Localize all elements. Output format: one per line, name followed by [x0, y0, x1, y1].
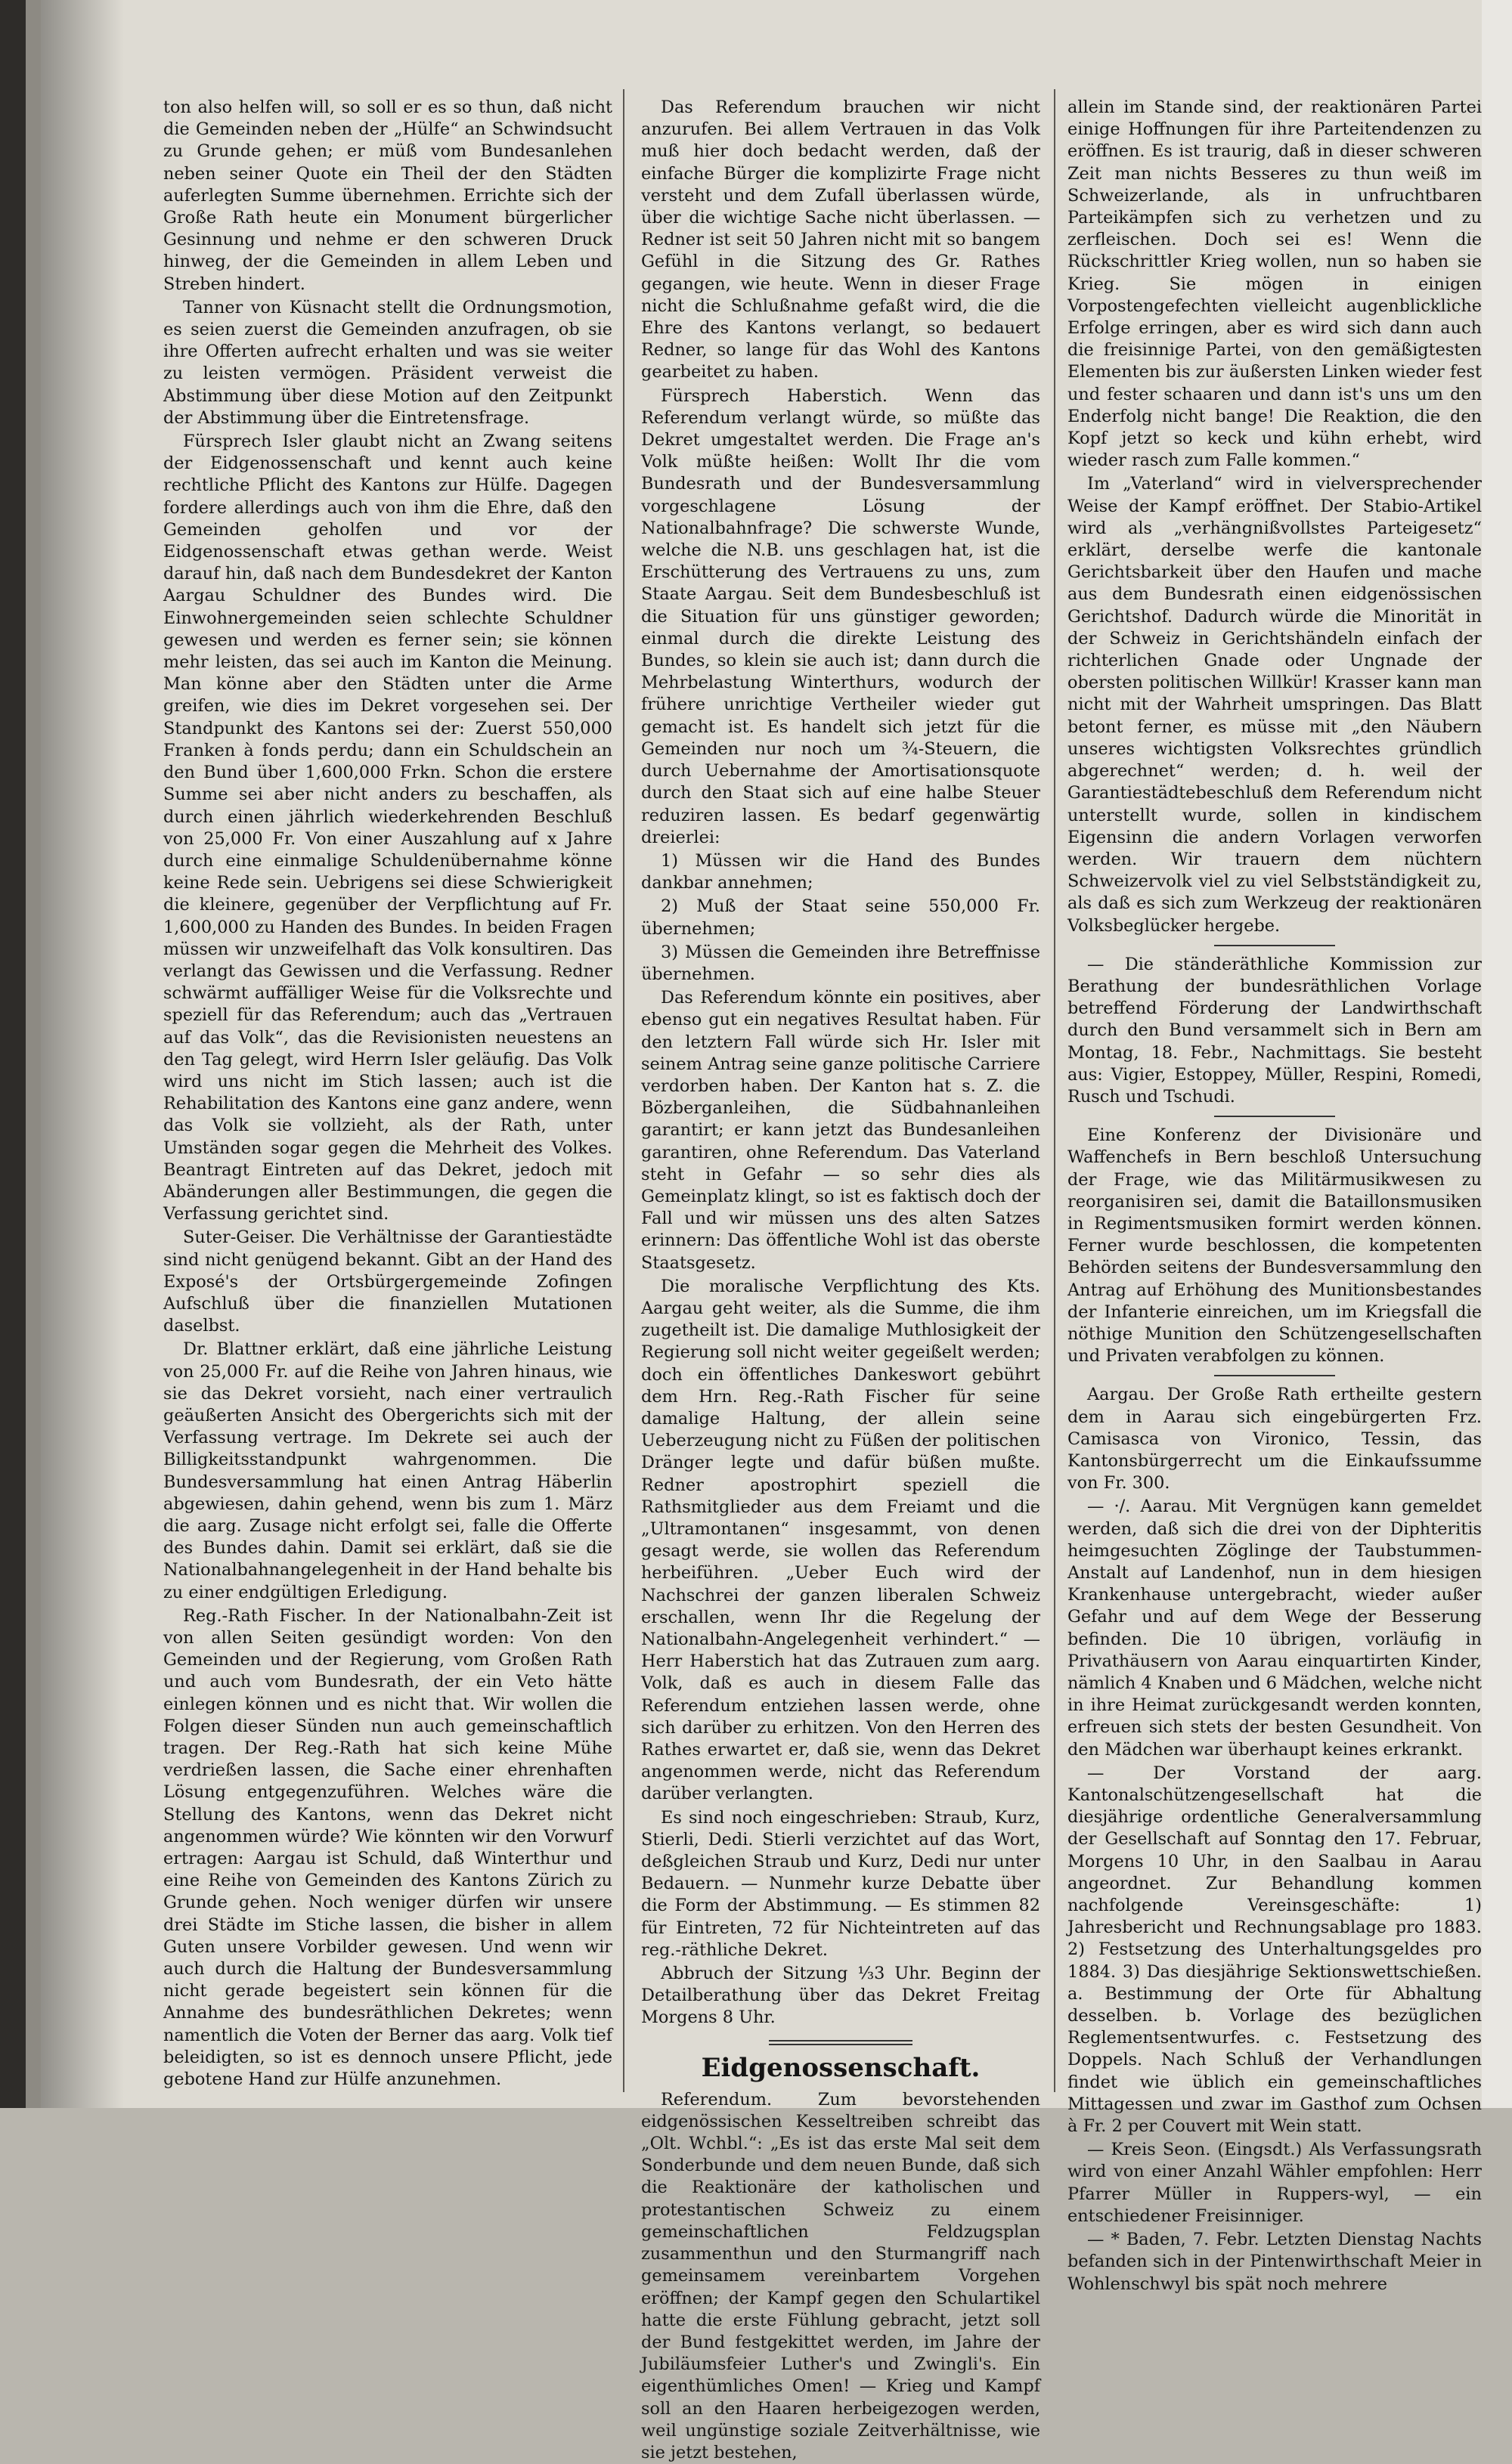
article-paragraph: Dr. Blattner erklärt, daß eine jährliche Leistung von 25,000 Fr. auf die Reihe von Jahren hinaus, wie sie das Dekret vorsieht, nach einer vertraulich geäußerten Ansicht des Obergerichts sich mit der Verfassung vertrage. Im Dekrete sei auch der Billigkeitsstandpunkt wahrgenommen. Die Bundesversammlung hat einen Antrag Häberlin abgewiesen, dahin gehend, wenn bis zum 1. März die aarg. Zusage nicht erfolgt sei, falle die Offerte des Bundes dahin. Damit sei erklärt, daß sie die Nationalbahnangelegenheit in der Hand behalte bis zu einer endgültigen Erledigung.	[163, 1339, 612, 1602]
article-paragraph: — ·/. Aarau. Mit Vergnügen kann gemeldet werden, daß sich die drei von der Diphteritis heimgesuchten Zöglinge der Taubstummen-Anstalt auf Landenhof, nun in dem hiesigen Krankenhause untergebracht, wieder außer Gefahr und auf dem Wege der Besserung befinden. Die 10 übrigen, vorläufig in Privathäusern von Aarau einquartirten Kinder, nämlich 4 Knaben und 6 Mädchen, welche nicht in ihre Heimat zurückgesandt werden konnten, erfreuen sich stets der besten Gesundheit. Von den Mädchen war überhaupt keines erkrankt.	[1067, 1497, 1482, 1760]
article-paragraph: Suter-Geiser. Die Verhältnisse der Garantiestädte sind nicht genügend bekannt. Gibt an der Hand des Exposé's der Ortsbürgergemeinde Zofingen Aufschluß über die finanziellen Mutationen daselbst.	[163, 1227, 612, 1336]
scan-edge-shadow	[26, 0, 41, 2108]
article-paragraph: 1) Müssen wir die Hand des Bundes dankbar annehmen;	[641, 850, 1040, 893]
article-paragraph: Tanner von Küsnacht stellt die Ordnungsmotion, es seien zuerst die Gemeinden anzufragen, ob sie ihre Offerten aufrecht erhalten und was sie weiter zu leisten vermögen. Präsident verweist die Abstimmung über diese Motion auf den Zeitpunkt der Abstimmung über die Eintretensfrage.	[163, 297, 612, 428]
article-paragraph: Eine Konferenz der Divisionäre und Waffenchefs in Bern beschloß Untersuchung der Frage, wie das Militärmusikwesen zu reorganisiren sei, damit die Bataillonsmusiken in Regimentsmusiken formirt werden können. Ferner wurde beschlossen, die kompetenten Behörden seitens der Bundesversammlung den Antrag auf Erhöhung des Munitionsbestandes der Infanterie einreichen, um im Kriegsfall die nöthige Munition den Schützengesellschaften und Privaten verabfolgen zu können.	[1067, 1125, 1482, 1367]
article-paragraph: — Die ständeräthliche Kommission zur Berathung der bundesräthlichen Vorlage betreffend Förderung der Landwirthschaft durch den Bund versammelt sich in Bern am Montag, 18. Febr., Nachmittags. Sie besteht aus: Vigier, Estoppey, Müller, Respini, Romedi, Rusch und Tschudi.	[1067, 954, 1482, 1107]
article-paragraph: Aargau. Der Große Rath ertheilte gestern dem in Aarau sich eingebürgerten Frz. Camisasca von Vironico, Tessin, das Kantonsbürgerrecht um die Einkaufssumme von Fr. 300.	[1067, 1385, 1482, 1494]
article-paragraph: ton also helfen will, so soll er es so thun, daß nicht die Gemeinden neben der „Hülfe“ an Schwindsucht zu Grunde gehen; er müß vom Bundesanlehen neben seiner Quote ein Theil der den Städten auferlegten Summe übernehmen. Errichte sich der Große Rath heute ein Monument bürgerlicher Gesinnung und nehme er den schweren Druck hinweg, der die Gemeinden in allem Leben und Streben hindert.	[163, 98, 612, 294]
section-heading: Eidgenossenschaft.	[701, 2052, 981, 2083]
article-paragraph: Im „Vaterland“ wird in vielversprechender Weise der Kampf eröffnet. Der Stabio-Artikel wird als „verhängnißvollstes Parteigesetz“ erklärt, derselbe werfe die kantonale Gerichtsbarkeit über den Haufen und mache aus dem Bundesrath einen eidgenössischen Gerichtshof. Dadurch würde die Minorität in der Schweiz in Gerichtshändeln einfach der richterlichen Gnade oder Ungnade der obersten politischen Willkür! Krasser kann man nicht mit der Wahrheit umspringen. Das Blatt betont ferner, es müsse mit „den Näubern unseres wichtigsten Volksrechtes gründlich abgerechnet“ werden; d. h. weil der Garantiestädtebeschluß dem Referendum nicht unterstellt wurde, sollen in kindischem Eigensinn die andern Vorlagen verworfen werden. Wir trauern dem nüchtern Schweizervolk viel zu viel Selbstständigkeit zu, als daß es sich zum Werkzeug der reaktionären Volksbeglücker hergebe.	[1067, 474, 1482, 936]
gutter-shadow	[41, 0, 124, 2108]
article-paragraph: 2) Muß der Staat seine 550,000 Fr. übernehmen;	[641, 896, 1040, 939]
article-paragraph: Es sind noch eingeschrieben: Straub, Kurz, Stierli, Dedi. Stierli verzichtet auf das Wort, deßgleichen Straub und Kurz, Dedi nur unter Bedauern. — Nunmehr kurze Debatte über die Form der Abstimmung. — Es stimmen 82 für Eintreten, 72 für Nichteintreten auf das reg.-räthliche Dekret.	[641, 1807, 1040, 1960]
article-separator	[1214, 1375, 1335, 1376]
article-paragraph: allein im Stande sind, der reaktionären Partei einige Hoffnungen für ihre Parteitendenzen zu eröffnen. Es ist traurig, daß in dieser schweren Zeit man nichts Besseres zu thun weiß im Schweizerlande, als in unfruchtbaren Parteikämpfen sich zu verhetzen und zu zerfleischen. Doch sei es! Wenn die Rückschrittler Krieg wollen, nun so haben sie Krieg. Sie mögen in einigen Vorpostengefechten vielleicht augenblickliche Erfolge erringen, aber es wird sich dann auch die freisinnige Partei, von den gemäßigtesten Elementen bis zur äußersten Linken wieder fest und fester schaaren und dann ist's uns um den Enderfolg nicht bange! Die Reaktion, die den Kopf jetzt so keck und kühn erhebt, wird wieder rasch zum Falle kommen.“	[1067, 98, 1482, 471]
article-paragraph: — Der Vorstand der aarg. Kantonalschützengesellschaft hat die diesjährige ordentliche Generalversammlung der Gesellschaft auf Sonntag den 17. Februar, Morgens 10 Uhr, in den Saalbau in Aarau angeordnet. Zur Behandlung kommen nachfolgende Vereinsgeschäfte: 1) Jahresbericht und Rechnungsablage pro 1883. 2) Festsetzung des Unterhaltungsgeldes pro 1884. 3) Das diesjährige Sektionswettschießen. a. Bestimmung der Orte für Abhaltung desselben. b. Vorlage des bezüglichen Reglementsentwurfes. c. Festsetzung des Doppels. Nach Schluß der Verhandlungen findet wie üblich ein gemeinschaftliches Mittagessen und zwar im Gasthof zum Ochsen à Fr. 2 per Couvert mit Wein statt.	[1067, 1763, 1482, 2137]
article-paragraph: — Kreis Seon. (Eingsdt.) Als Verfassungsrath wird von einer Anzahl Wähler empfohlen: Herr Pfarrer Müller in Ruppers-wyl, — ein entschiedener Freisinniger.	[1067, 2140, 1482, 2226]
article-paragraph: Das Referendum könnte ein positives, aber ebenso gut ein negatives Resultat haben. Für den letztern Fall würde sich Hr. Isler mit seinem Antrag seine ganze politische Carriere verdorben haben. Der Kanton hat s. Z. die Bözberganleihen, die Südbahnanleihen garantirt; er kann jetzt das Bundesanleihen garantiren, ohne Referendum. Das Vaterland steht in Gefahr — so sehr dies als Gemeinplatz klingt, so ist es faktisch doch der Fall und wir müssen uns des alten Satzes erinnern: Das öffentliche Wohl ist das oberste Staatsgesetz.	[641, 988, 1040, 1273]
column-1	[163, 97, 612, 2092]
article-separator	[1214, 1116, 1335, 1117]
article-paragraph: Das Referendum brauchen wir nicht anzurufen. Bei allem Vertrauen in das Volk muß hier doch bedacht werden, daß der einfache Bürger die komplizirte Frage nicht versteht und dem Zufall überlassen würde, über die wichtige Sache nicht überlassen. — Redner ist seit 50 Jahren nicht mit so bangem Gefühl in die Sitzung des Gr. Rathes gegangen, wie heute. Wenn in dieser Frage nicht die Schlußnahme gefaßt wird, die die Ehre des Kantons verlangt, so bedauert Redner, so lange für das Wohl des Kantons gearbeitet zu haben.	[641, 98, 1040, 382]
scan-edge-left	[0, 0, 26, 2108]
article-paragraph: Fürsprech Isler glaubt nicht an Zwang seitens der Eidgenossenschaft und kennt auch keine rechtliche Pflicht des Kantons zur Hülfe. Dagegen fordere allerdings auch von ihm die Ehre, daß den Gemeinden geholfen und vor der Eidgenossenschaft etwas gethan werde. Weist darauf hin, daß nach dem Bundesdekret der Kanton Aargau Schuldner des Bundes wird. Die Einwohnergemeinden seien schlechte Schuldner gewesen und werden es ferner sein; sie können mehr leisten, das sei auch im Kanton die Meinung. Man könne aber den Städten unter die Arme greifen, wie dies im Dekret vorgesehen sei. Der Standpunkt des Kantons sei der: Zuerst 550,000 Franken à fonds perdu; dann ein Schuldschein an den Bund über 1,600,000 Frkn. Schon die erstere Summe sei aber nicht anders zu beschaffen, als durch einen jährlich wiederkehrenden Beschluß von 25,000 Fr. Von einer Auszahlung auf x Jahre durch eine einmalige Schuldenübernahme könne keine Rede sein. Uebrigens sei diese Schwierigkeit die kleinere, gegenüber der Verpflichtung auf Fr. 1,600,000 zu Handen des Bundes. In beiden Fragen müssen wir unzweifelhaft das Volk konsultiren. Das verlangt das Gewissen und die Verfassung. Redner schwärmt auffälliger Weise für die Volksrechte und speziell für das Referendum; auch das „Vertrauen auf das Volk“, das die Revisionisten neuestens an den Tag gelegt, wird Herrn Isler geläufig. Das Volk wird uns nicht im Stich lassen; auch ist die Rehabilitation des Kantons eine ganz andere, wenn das Volk sie vollzieht, als der Rath, unter Umständen sogar gegen die Mehrheit des Volkes. Beantragt Eintreten auf das Dekret, jedoch mit Abänderungen aller Bestimmungen, die gegen die Verfassung gerichtet sind.	[163, 432, 612, 1224]
column-rule-1	[623, 89, 624, 2092]
article-paragraph: Referendum. Zum bevorstehenden eidgenössischen Kesseltreiben schreibt das „Olt. Wchbl.“: „Es ist das erste Mal seit dem Sonderbunde und dem neuen Bunde, daß sich die Reaktionäre der katholischen und protestantischen Schweiz zu einem gemeinschaftlichen Feldzugsplan zusammenthun und den Sturmangriff nach gemeinsamem vereinbartem Vorgehen eröffnen; der Kampf gegen den Schulartikel hatte die erste Fühlung gebracht, jetzt soll der Bund festgekittet werden, im Jahre der Jubiläumsfeier Luther's und Zwingli's. Ein eigenthümliches Omen! — Krieg und Kampf soll an den Haaren herbeigezogen werden, weil ungünstige soziale Zeitverhältnisse, wie sie jetzt bestehen,	[641, 2089, 1040, 2462]
article-separator	[1214, 945, 1335, 946]
scan-edge-right	[1482, 0, 1512, 2108]
article-paragraph: Die moralische Verpflichtung des Kts. Aargau geht weiter, als die Summe, die ihm zugetheilt ist. Die damalige Muthlosigkeit der Regierung soll nicht weiter gegeißelt werden; doch ein öffentliches Dankeswort gebührt dem Hrn. Reg.-Rath Fischer für seine damalige Haltung, der allein seine Ueberzeugung nicht zu Füßen der politischen Dränger legte und dafür büßen mußte. Redner apostrophirt speziell die Rathsmitglieder aus dem Freiamt und die „Ultramontanen“ insgesammt, von denen gesagt werde, sie wollen das Referendum herbeiführen. „Ueber Euch wird der Nachschrei der ganzen liberalen Schweiz erschallen, wenn Ihr die Regelung der Nationalbahn-Angelegenheit verhindert.“ — Herr Haberstich hat das Zutrauen zum aarg. Volk, daß es auch in diesem Falle das Referendum entziehen lassen werde, ohne sich darüber zu erhitzen. Von den Herren des Rathes erwartet er, daß sie, wenn das Dekret angenommen werde, nicht das Referendum darüber verlangten.	[641, 1276, 1040, 1804]
column-3	[1067, 97, 1482, 2294]
article-paragraph: 3) Müssen die Gemeinden ihre Betreffnisse übernehmen.	[641, 942, 1040, 984]
column-2	[641, 97, 1040, 2462]
article-paragraph: Abbruch der Sitzung ⅓3 Uhr. Beginn der Detailberathung über das Dekret Freitag Morgens 8 Uhr.	[641, 1964, 1040, 2028]
section-separator	[769, 2040, 912, 2045]
article-paragraph: Reg.-Rath Fischer. In der Nationalbahn-Zeit ist von allen Seiten gesündigt worden: Von den Gemeinden und der Regierung, vom Großen Rath und auch vom Bundesrath, der ein Veto hätte einlegen können und es nicht that. Wir wollen die Folgen dieser Sünden nun auch gemeinschaftlich tragen. Der Reg.-Rath hat sich keine Mühe verdrießen lassen, die Sache einer ehrenhaften Lösung entgegenzuführen. Welches wäre die Stellung des Kantons, wenn das Dekret nicht angenommen würde? Wie könnten wir den Vorwurf ertragen: Aargau ist Schuld, daß Winterthur und eine Reihe von Gemeinden des Kantons Zürich zu Grunde gehen. Noch weniger dürfen wir unsere drei Städte im Stiche lassen, die bisher in allem Guten unsere Vorbilder gewesen. Und wenn wir auch durch die Haltung der Bundesversammlung nicht gerade begeistert sein können für die Annahme des bundesräthlichen Dekretes; wenn namentlich die Voten der Berner das aarg. Volk tief beleidigten, so ist es dennoch unsere Pflicht, jede gebotene Hand zur Hülfe anzunehmen.	[163, 1605, 612, 2090]
article-paragraph: Fürsprech Haberstich. Wenn das Referendum verlangt würde, so müßte das Dekret umgestaltet werden. Die Frage an's Volk müßte heißen: Wollt Ihr die vom Bundesrath und der Bundesversammlung vorgeschlagene Lösung der Nationalbahnfrage? Die schwerste Wunde, welche die N.B. uns geschlagen hat, ist die Erschütterung des Vertrauens zu uns, zum Staate Aargau. Seit dem Bundesbeschluß ist die Situation für uns günstiger geworden; einmal durch die direkte Leistung des Bundes, so klein sie auch ist; dann durch die Mehrbelastung Winterthurs, wodurch der frühere unrichtige Vertheiler wieder gut gemacht ist. Es handelt sich jetzt für die Gemeinden nur noch um ¾-Steuern, die durch Uebernahme der Amortisationsquote durch den Staat sich auf eine halbe Steuer reduziren lassen. Es bedarf gegenwärtig dreierlei:	[641, 385, 1040, 847]
column-rule-2	[1054, 89, 1055, 2092]
article-paragraph: — * Baden, 7. Febr. Letzten Dienstag Nachts befanden sich in der Pintenwirthschaft Meier in Wohlenschwyl bis spät noch mehrere	[1067, 2230, 1482, 2294]
